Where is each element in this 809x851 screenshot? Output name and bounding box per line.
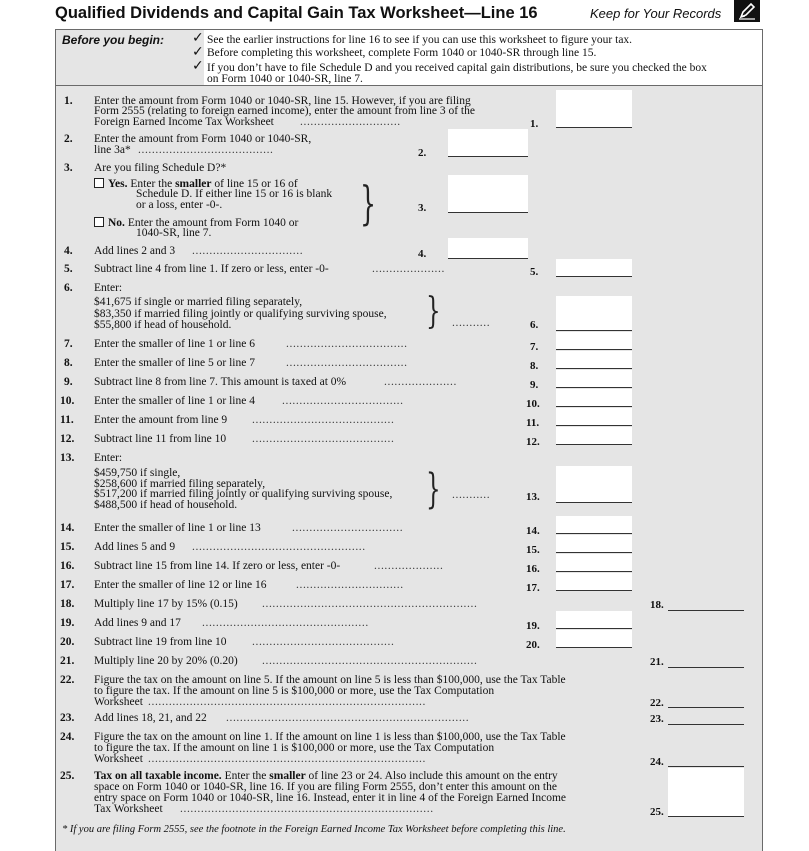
line-25-underline: [668, 816, 744, 817]
leader-dots: ..............................................................: [262, 655, 478, 667]
before-label: Before you begin:: [62, 33, 165, 47]
line-number: 18.: [60, 598, 75, 610]
leader-dots: ................................................................................: [148, 753, 426, 765]
leader-dots: .............................: [300, 116, 401, 128]
line-20-underline: [556, 647, 632, 648]
line-number: 7.: [64, 338, 73, 350]
line-number: 15.: [60, 541, 75, 553]
line-number: 11.: [60, 414, 74, 426]
leader-dots: .........................................: [252, 636, 395, 648]
line-16-amount[interactable]: [556, 554, 632, 572]
line-19-underline: [556, 628, 632, 629]
check-icon: ✓: [192, 44, 204, 60]
leader-dots: ................................................................................: [148, 696, 426, 708]
line-20-amount[interactable]: [556, 630, 632, 648]
line-3-underline: [448, 212, 528, 213]
line-9-underline: [556, 387, 632, 388]
line-3-yes-3: or a loss, enter -0-.: [136, 199, 223, 211]
line-1-text: Enter the amount from Form 1040 or 1040-SR, line 15. However, if you are filing: [94, 95, 471, 107]
line-number: 20.: [60, 636, 75, 648]
line-ref: 10.: [526, 398, 540, 410]
line-number: 23.: [60, 712, 75, 724]
line-ref: 20.: [526, 639, 540, 651]
line-6-text: Enter:: [94, 282, 123, 294]
before-item-3-cont: on Form 1040 or 1040-SR, line 7.: [207, 73, 363, 85]
leader-dots: .........................................................................: [180, 803, 434, 815]
leader-dots: ...............................: [296, 579, 404, 591]
line-number: 10.: [60, 395, 75, 407]
line-1-underline: [556, 127, 632, 128]
worksheet: [55, 29, 763, 851]
keep-for-records: Keep for Your Records: [590, 6, 722, 21]
line-22-text-3: Worksheet: [94, 696, 143, 708]
line-3-no-2: 1040-SR, line 7.: [136, 227, 212, 239]
line-25-amount[interactable]: [668, 768, 744, 816]
footnote: * If you are filing Form 2555, see the footnote in the Foreign Earned Income Tax Worksheet before completing this line.: [62, 824, 566, 835]
line-19-text: Add lines 9 and 17: [94, 617, 181, 629]
line-number: 5.: [64, 263, 73, 275]
line-ref: 12.: [526, 436, 540, 448]
line-13-option-a: $459,750 if single,: [94, 467, 181, 479]
line-13-amount[interactable]: [556, 466, 632, 502]
line-19-amount[interactable]: [556, 611, 632, 629]
line-8-text: Enter the smaller of line 5 or line 7: [94, 357, 255, 369]
line-ref: 13.: [526, 491, 540, 503]
line-ref: 4.: [418, 248, 427, 260]
line-24-text-3: Worksheet: [94, 753, 143, 765]
line-15-text: Add lines 5 and 9: [94, 541, 176, 553]
line-number: 9.: [64, 376, 73, 388]
line-number: 6.: [64, 282, 73, 294]
line-2-underline: [448, 156, 528, 157]
leader-dots: ...................................: [286, 357, 408, 369]
line-25-text-4: Tax Worksheet: [94, 803, 163, 815]
line-ref: 16.: [526, 563, 540, 575]
line-6-option-c: $55,800 if head of household.: [94, 319, 232, 331]
line-15-amount[interactable]: [556, 535, 632, 553]
line-22-underline[interactable]: [668, 707, 744, 708]
leader-dots: .......................................: [138, 144, 274, 156]
line-14-text: Enter the smaller of line 1 or line 13: [94, 522, 261, 534]
line-4-amount[interactable]: [448, 238, 528, 258]
line-25-text: Tax on all taxable income. Enter the smaller of line 23 or 24. Also include this amount on the entry: [94, 770, 558, 782]
line-14-amount[interactable]: [556, 516, 632, 534]
line-20-text: Subtract line 19 from line 10: [94, 636, 227, 648]
leader-dots: ...........: [452, 489, 491, 501]
brace: }: [360, 176, 377, 230]
check-icon: ✓: [192, 30, 204, 46]
line-ref: 15.: [526, 544, 540, 556]
line-ref: 11.: [526, 417, 540, 429]
pencil-icon: [734, 0, 760, 22]
line-4-text: Add lines 2 and 3: [94, 245, 176, 257]
before-item-3: If you don’t have to file Schedule D and you received capital gain distributions, be sure you checked the box: [207, 62, 707, 74]
line-number: 8.: [64, 357, 73, 369]
line-17-amount[interactable]: [556, 573, 632, 591]
line-number: 13.: [60, 452, 75, 464]
line-ref: 17.: [526, 582, 540, 594]
line-3-text: Are you filing Schedule D?*: [94, 162, 227, 174]
line-number: 12.: [60, 433, 75, 445]
line-6-option-b: $83,350 if married filing jointly or qualifying surviving spouse,: [94, 308, 387, 320]
line-21-underline[interactable]: [668, 667, 744, 668]
line-ref: 6.: [530, 319, 539, 331]
line-24-underline[interactable]: [668, 766, 744, 767]
line-18-text: Multiply line 17 by 15% (0.15): [94, 598, 238, 610]
line-16-underline: [556, 571, 632, 572]
line-14-underline: [556, 533, 632, 534]
line-23-underline[interactable]: [668, 724, 744, 725]
leader-dots: ...........: [452, 317, 491, 329]
line-6-amount[interactable]: [556, 296, 632, 330]
line-number: 24.: [60, 731, 75, 743]
line-1-text-2: Form 2555 (relating to foreign earned income), enter the amount from line 3 of the: [94, 105, 475, 117]
line-7-underline: [556, 349, 632, 350]
line-13-option-d: $488,500 if head of household.: [94, 499, 238, 511]
line-16-text: Subtract line 15 from line 14. If zero or less, enter -0-: [94, 560, 341, 572]
line-2-text: Enter the amount from Form 1040 or 1040-SR,: [94, 133, 312, 145]
line-ref: 21.: [650, 656, 664, 668]
line-number: 21.: [60, 655, 75, 667]
leader-dots: ................................: [292, 522, 404, 534]
worksheet-title: Qualified Dividends and Capital Gain Tax Worksheet—Line 16: [55, 4, 538, 22]
line-number: 2.: [64, 133, 73, 145]
line-3-amount[interactable]: [448, 175, 528, 213]
line-number: 25.: [60, 770, 75, 782]
line-22-text: Figure the tax on the amount on line 5. If the amount on line 5 is less than $100,000, use the Tax Table: [94, 674, 566, 686]
line-number: 4.: [64, 245, 73, 257]
line-23-text: Add lines 18, 21, and 22: [94, 712, 207, 724]
line-10-text: Enter the smaller of line 1 or line 4: [94, 395, 255, 407]
leader-dots: .....................: [372, 263, 445, 275]
line-ref: 3.: [418, 202, 427, 214]
line-ref: 25.: [650, 806, 664, 818]
line-5-text: Subtract line 4 from line 1. If zero or less, enter -0-: [94, 263, 329, 275]
line-11-amount[interactable]: [556, 408, 632, 426]
leader-dots: ................................................: [202, 617, 369, 629]
line-1-amount[interactable]: [556, 90, 632, 128]
line-ref: 24.: [650, 756, 664, 768]
before-item-2: Before completing this worksheet, complete Form 1040 or 1040-SR through line 15.: [207, 47, 597, 59]
line-24-text-2: to figure the tax. If the amount on line 1 is $100,000 or more, use the Tax Computation: [94, 742, 495, 754]
line-number: 17.: [60, 579, 75, 591]
line-6-underline: [556, 330, 632, 331]
line-number: 14.: [60, 522, 75, 534]
line-7-text: Enter the smaller of line 1 or line 6: [94, 338, 255, 350]
line-8-amount[interactable]: [556, 351, 632, 369]
leader-dots: ...................................: [282, 395, 404, 407]
line-17-text: Enter the smaller of line 12 or line 16: [94, 579, 267, 591]
leader-dots: ......................................................................: [226, 712, 470, 724]
line-5-underline: [556, 276, 632, 277]
line-2-amount[interactable]: [448, 129, 528, 157]
line-13-text: Enter:: [94, 452, 123, 464]
line-ref: 8.: [530, 360, 539, 372]
check-icon: ✓: [192, 58, 204, 74]
line-24-text: Figure the tax on the amount on line 1. If the amount on line 1 is less than $100,000, use the Tax Table: [94, 731, 566, 743]
leader-dots: .........................................: [252, 414, 395, 426]
brace: }: [426, 288, 441, 332]
yes-checkbox[interactable]: [94, 178, 104, 188]
line-10-underline: [556, 406, 632, 407]
line-13-underline: [556, 502, 632, 503]
line-ref: 2.: [418, 147, 427, 159]
no-checkbox[interactable]: [94, 217, 104, 227]
line-ref: 9.: [530, 379, 539, 391]
line-number: 19.: [60, 617, 75, 629]
line-ref: 19.: [526, 620, 540, 632]
line-17-underline: [556, 590, 632, 591]
line-9-amount[interactable]: [556, 370, 632, 388]
line-2-text-2: line 3a*: [94, 144, 131, 156]
line-number: 1.: [64, 95, 73, 107]
line-13-option-b: $258,600 if married filing separately,: [94, 478, 266, 490]
line-5-amount[interactable]: [556, 259, 632, 277]
line-12-amount[interactable]: [556, 427, 632, 445]
line-11-text: Enter the amount from line 9: [94, 414, 228, 426]
leader-dots: ..............................................................: [262, 598, 478, 610]
leader-dots: .........................................: [252, 433, 395, 445]
line-3-yes: Yes. Enter the smaller of line 15 or 16 of: [94, 178, 298, 189]
line-4-underline: [448, 258, 528, 259]
line-11-underline: [556, 425, 632, 426]
line-9-text: Subtract line 8 from line 7. This amount is taxed at 0%: [94, 376, 347, 388]
line-ref: 22.: [650, 697, 664, 709]
line-18-underline[interactable]: [668, 610, 744, 611]
brace: }: [426, 464, 441, 513]
line-ref: 1.: [530, 118, 539, 130]
line-15-underline: [556, 552, 632, 553]
line-12-text: Subtract line 11 from line 10: [94, 433, 227, 445]
line-22-text-2: to figure the tax. If the amount on line 5 is $100,000 or more, use the Tax Computation: [94, 685, 495, 697]
line-21-text: Multiply line 20 by 20% (0.20): [94, 655, 238, 667]
leader-dots: ..................................................: [192, 541, 366, 553]
line-number: 16.: [60, 560, 75, 572]
line-8-underline: [556, 368, 632, 369]
line-ref: 14.: [526, 525, 540, 537]
line-13-option-c: $517,200 if married filing jointly or qualifying surviving spouse,: [94, 488, 393, 500]
line-ref: 7.: [530, 341, 539, 353]
before-item-1: See the earlier instructions for line 16 to see if you can use this worksheet to figure your tax.: [207, 34, 633, 46]
leader-dots: ...................................: [286, 338, 408, 350]
line-25-text-2: space on Form 1040 or 1040-SR, line 16. If you are filing Form 2555, don’t enter this amount on the: [94, 781, 557, 793]
line-6-option-a: $41,675 if single or married filing separately,: [94, 296, 303, 308]
line-number: 22.: [60, 674, 75, 686]
line-ref: 5.: [530, 266, 539, 278]
line-number: 3.: [64, 162, 73, 174]
leader-dots: ....................: [374, 560, 444, 572]
line-10-amount[interactable]: [556, 389, 632, 407]
line-1-text-3: Foreign Earned Income Tax Worksheet: [94, 116, 274, 128]
line-3-yes-2: Schedule D. If either line 15 or 16 is blank: [136, 188, 333, 200]
line-ref: 23.: [650, 713, 664, 725]
line-12-underline: [556, 444, 632, 445]
line-25-text-3: entry space on Form 1040 or 1040-SR, line 16. Instead, enter it in line 4 of the Foreign Earned Income: [94, 792, 567, 804]
line-7-amount[interactable]: [556, 332, 632, 350]
leader-dots: .....................: [384, 376, 457, 388]
line-ref: 18.: [650, 599, 664, 611]
leader-dots: ................................: [192, 245, 304, 257]
line-3-no: No. Enter the amount from Form 1040 or: [94, 217, 298, 228]
